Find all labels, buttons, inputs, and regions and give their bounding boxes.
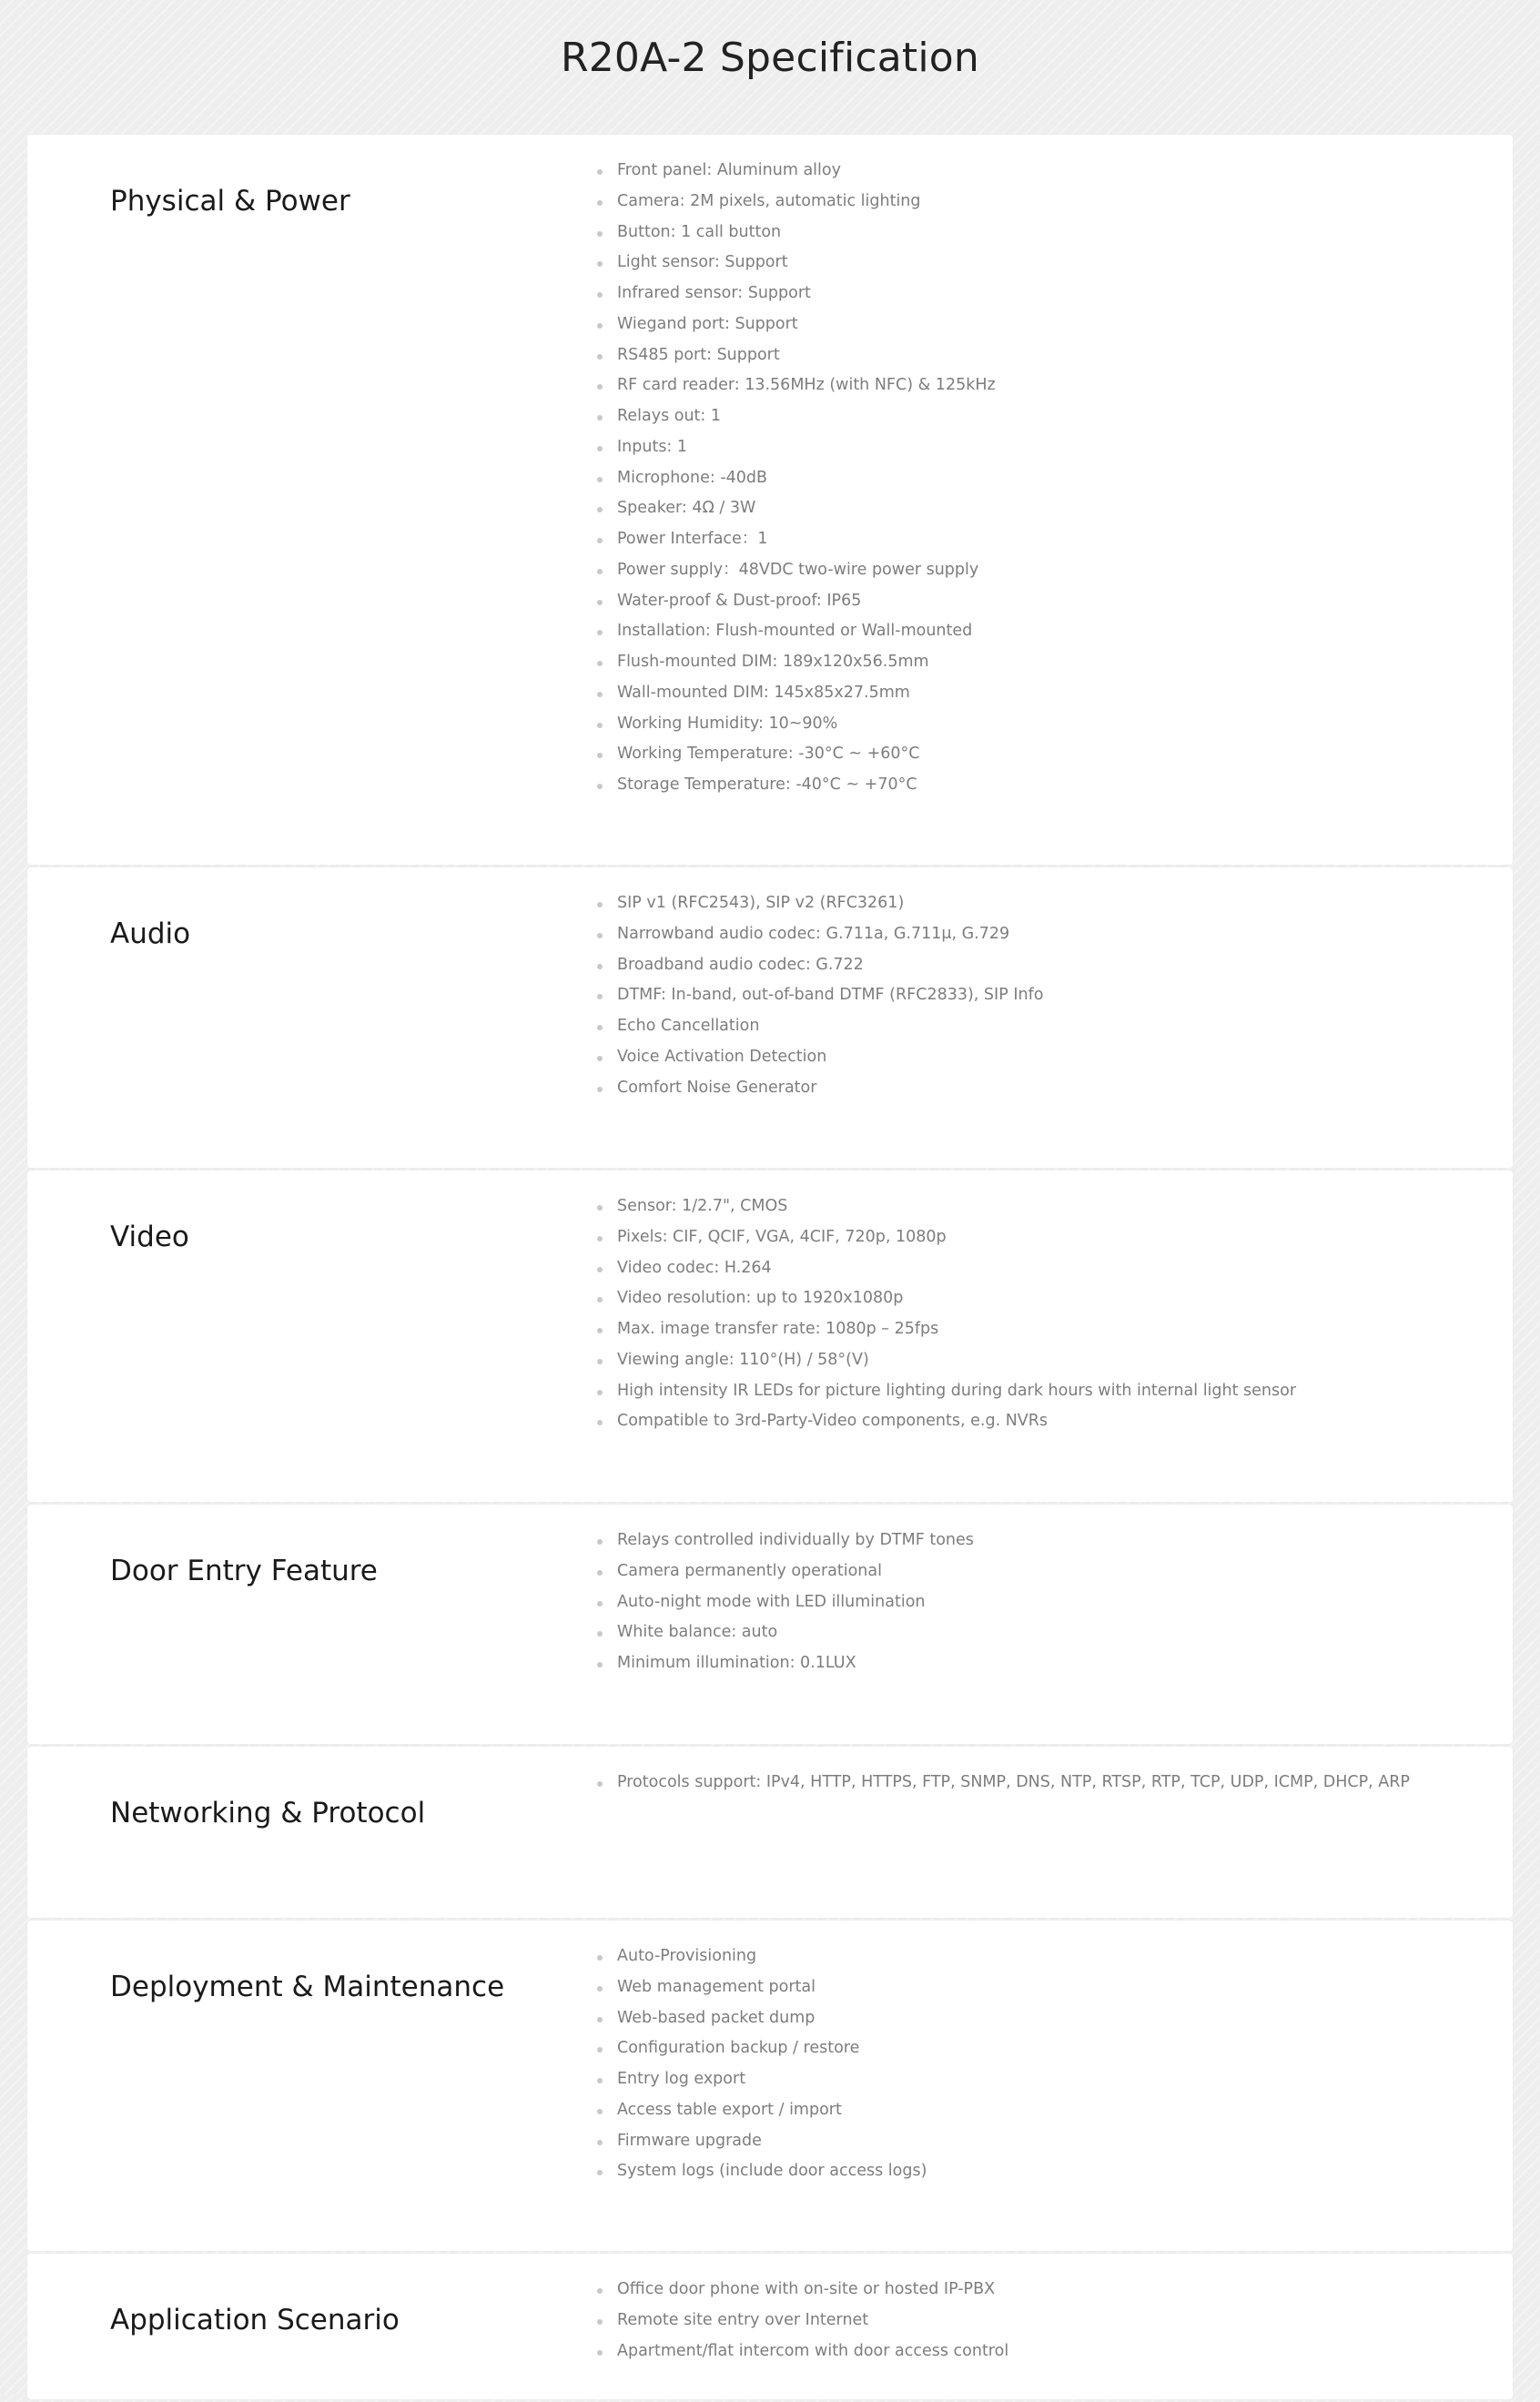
- spec-list-item: Auto-Provisioning: [617, 1941, 927, 1972]
- spec-list-item: System logs (include door access logs): [617, 2156, 927, 2187]
- spec-list-item: Firmware upgrade: [617, 2126, 927, 2157]
- spec-list-item: Relays controlled individually by DTMF tones: [617, 1525, 974, 1556]
- spec-list-item: Microphone: -40dB: [617, 463, 996, 494]
- spec-list-item: Remote site entry over Internet: [617, 2306, 1008, 2336]
- spec-list-item: Voice Activation Detection: [617, 1042, 1043, 1073]
- spec-list-item: Front panel: Aluminum alloy: [617, 156, 996, 187]
- spec-list-item: DTMF: In-band, out-of-band DTMF (RFC2833), SIP Info: [617, 980, 1043, 1011]
- section-heading: Deployment & Maintenance: [110, 1971, 505, 2003]
- spec-list-item: Light sensor: Support: [617, 248, 996, 279]
- spec-list-item: Minimum illumination: 0.1LUX: [617, 1648, 974, 1679]
- spec-list-item: Configuration backup / restore: [617, 2033, 927, 2064]
- spec-list-item: Broadband audio codec: G.722: [617, 950, 1043, 981]
- spec-list-item: Apartment/flat intercom with door access control: [617, 2336, 1008, 2367]
- spec-section-door-entry-feature: [27, 1505, 1513, 1744]
- spec-list-item: Camera permanently operational: [617, 1556, 974, 1587]
- spec-list-item: Access table export / import: [617, 2095, 927, 2126]
- spec-sections: [27, 135, 1513, 2402]
- spec-section-deployment-and-maintenance: [27, 1921, 1513, 2251]
- spec-list-item: Wiegand port: Support: [617, 309, 996, 340]
- spec-list-item: Wall-mounted DIM: 145x85x27.5mm: [617, 678, 996, 709]
- spec-list-item: Speaker: 4Ω / 3W: [617, 493, 996, 524]
- spec-section-video: [27, 1171, 1513, 1502]
- spec-list-item: Button: 1 call button: [617, 218, 996, 248]
- spec-list: [590, 156, 996, 801]
- spec-section-networking-and-protocol: [27, 1747, 1513, 1918]
- spec-list: [590, 1525, 974, 1679]
- spec-list-item: RS485 port: Support: [617, 340, 996, 371]
- section-heading: Application Scenario: [110, 2304, 400, 2336]
- spec-list: [590, 1191, 1296, 1437]
- spec-list-item: Working Humidity: 10~90%: [617, 709, 996, 740]
- spec-list-item: Installation: Flush-mounted or Wall-mounted: [617, 616, 996, 647]
- spec-list-item: Pixels: CIF, QCIF, VGA, 4CIF, 720p, 1080p: [617, 1222, 1296, 1253]
- page-header: [0, 0, 1540, 135]
- spec-list: [590, 1768, 1410, 1799]
- spec-list-item: Comfort Noise Generator: [617, 1073, 1043, 1104]
- spec-list-item: Entry log export: [617, 2064, 927, 2095]
- spec-list-item: Echo Cancellation: [617, 1011, 1043, 1042]
- spec-list-item: RF card reader: 13.56MHz (with NFC) & 125kHz: [617, 370, 996, 401]
- page-title: R20A-2 Specification: [560, 35, 980, 81]
- spec-list-item: High intensity IR LEDs for picture lighting during dark hours with internal light sensor: [617, 1376, 1296, 1407]
- spec-list-item: Narrowband audio codec: G.711a, G.711μ, G.729: [617, 919, 1043, 950]
- spec-list-item: Relays out: 1: [617, 401, 996, 432]
- spec-list-item: Storage Temperature: -40°C ~ +70°C: [617, 770, 996, 801]
- spec-section-audio: [27, 867, 1513, 1168]
- spec-list-item: Camera: 2M pixels, automatic lighting: [617, 187, 996, 218]
- section-heading: Audio: [110, 917, 191, 950]
- section-heading: Networking & Protocol: [110, 1797, 426, 1829]
- spec-list-item: Viewing angle: 110°(H) / 58°(V): [617, 1345, 1296, 1376]
- spec-list-item: Auto-night mode with LED illumination: [617, 1587, 974, 1618]
- spec-list-item: Inputs: 1: [617, 432, 996, 463]
- spec-list: [590, 888, 1043, 1103]
- spec-list-item: Sensor: 1/2.7", CMOS: [617, 1191, 1296, 1222]
- section-heading: Door Entry Feature: [110, 1555, 378, 1587]
- section-heading: Video: [110, 1221, 189, 1253]
- spec-list-item: Infrared sensor: Support: [617, 279, 996, 309]
- spec-section-application-scenario: [27, 2254, 1513, 2399]
- spec-list-item: Max. image transfer rate: 1080p – 25fps: [617, 1314, 1296, 1345]
- spec-list-item: Working Temperature: -30°C ~ +60°C: [617, 739, 996, 770]
- spec-list-item: Web management portal: [617, 1972, 927, 2003]
- spec-list-item: Office door phone with on-site or hosted IP-PBX: [617, 2275, 1008, 2306]
- spec-list-item: Compatible to 3rd-Party-Video components, e.g. NVRs: [617, 1406, 1296, 1437]
- spec-list-item: Power supply：48VDC two-wire power supply: [617, 555, 996, 586]
- spec-list: [590, 1941, 927, 2187]
- spec-list-item: White balance: auto: [617, 1617, 974, 1648]
- spec-list-item: SIP v1 (RFC2543), SIP v2 (RFC3261): [617, 888, 1043, 919]
- spec-list-item: Video codec: H.264: [617, 1253, 1296, 1284]
- spec-list-item: Web-based packet dump: [617, 2003, 927, 2034]
- spec-list-item: Power Interface：1: [617, 524, 996, 555]
- section-heading: Physical & Power: [110, 185, 350, 218]
- spec-list-item: Water-proof & Dust-proof: IP65: [617, 586, 996, 617]
- spec-list-item: Video resolution: up to 1920x1080p: [617, 1283, 1296, 1314]
- spec-list-item: Protocols support: IPv4, HTTP, HTTPS, FTP, SNMP, DNS, NTP, RTSP, RTP, TCP, UDP, ICMP, DHCP, ARP: [617, 1768, 1410, 1799]
- spec-section-physical-and-power: [27, 135, 1513, 865]
- spec-list-item: Flush-mounted DIM: 189x120x56.5mm: [617, 647, 996, 678]
- spec-list: [590, 2275, 1008, 2367]
